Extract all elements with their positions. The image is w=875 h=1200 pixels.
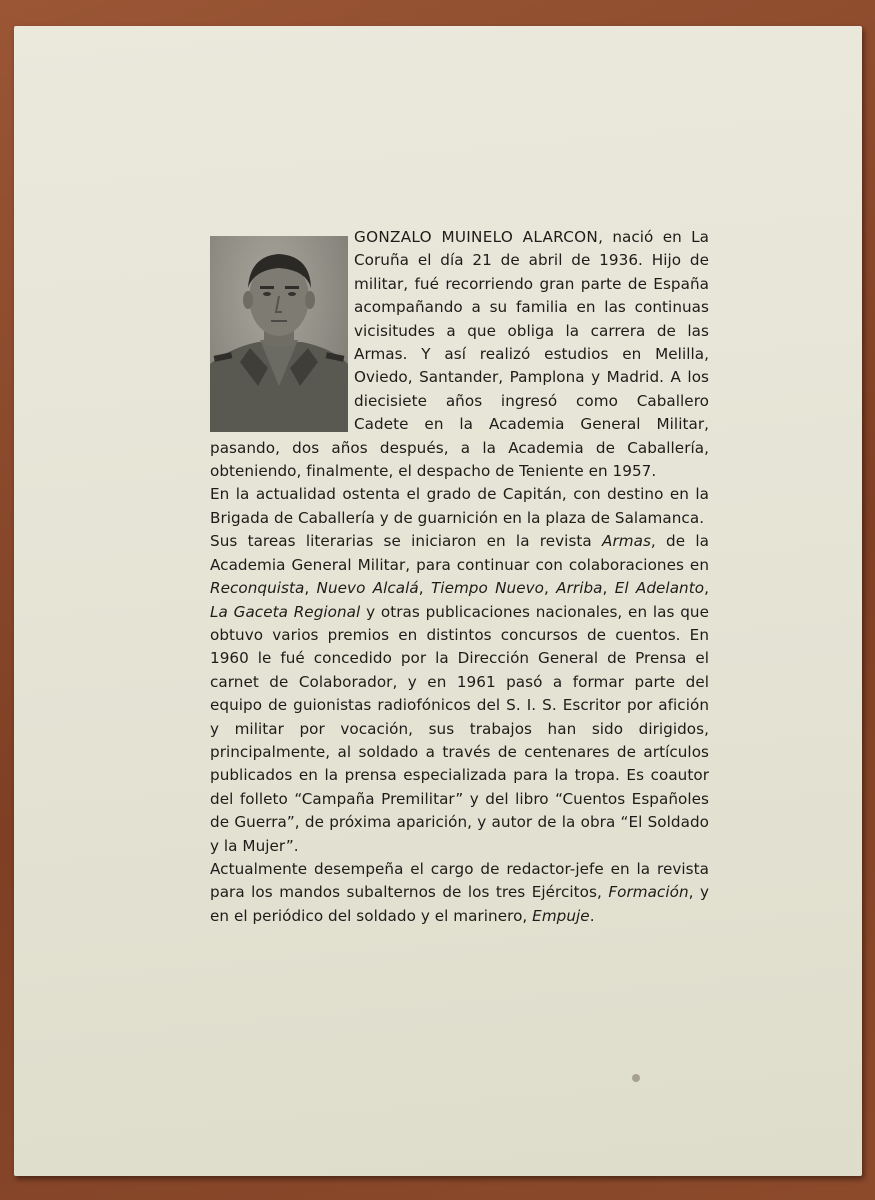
paper-blemish [632, 1074, 640, 1082]
text-run: . [589, 906, 595, 925]
text-run: , [418, 579, 431, 598]
text-run: , [704, 579, 709, 598]
author-portrait-photo [210, 236, 348, 432]
text-run: Sus tareas literarias se iniciaron en la revista [210, 532, 603, 551]
text-run: Actualmente desempeña el cargo de redactor-jefe en la revista para los mandos subalternos de los tres Ejércitos, [210, 859, 709, 902]
publication-title: Arriba [556, 579, 603, 598]
text-run: , y en el periódico del soldado y el marinero, [210, 883, 710, 925]
publication-title: Nuevo Alcalá [316, 579, 419, 598]
book-back-cover [14, 26, 862, 1176]
text-run: , [304, 579, 317, 598]
publication-title: Reconquista [210, 579, 305, 598]
author-biography [210, 226, 709, 928]
bio-paragraph-3 [210, 530, 709, 858]
publication-title: El Adelanto [614, 579, 705, 598]
publication-title: Armas [602, 532, 651, 551]
publication-title: Formación [608, 883, 689, 902]
publication-title: Tiempo Nuevo [430, 579, 544, 598]
text-run: , [544, 579, 557, 598]
bio-paragraph-2: En la actualidad ostenta el grado de Capitán, con destino en la Brigada de Caballería y de guarnición en la plaza de Salamanca. [210, 485, 709, 527]
bio-paragraph-1-text: , nació en La Coruña el día 21 de abril de 1936. Hijo de militar, fué recorriendo gran parte de España acompañando a su familia en las continuas vicisitudes a que obliga la carrera de las Armas. Y así realizó estudios en Melilla, Oviedo, Santander, Pamplona y Madrid. A los diecisiete años ingresó como Caballero Cadete en la Academia General Militar, pasando, dos años después, a la Academia de Caballería, obteniendo, finalmente, el despacho de Teniente en 1957. [210, 228, 709, 481]
publication-title: Empuje [532, 906, 590, 925]
text-run: , [602, 579, 615, 598]
publication-title: La Gaceta Regional [210, 602, 361, 621]
text-run: , de la Academia General Militar, para continuar con colaboraciones en [210, 532, 709, 574]
author-name: GONZALO MUINELO ALARCON [354, 228, 599, 246]
text-run: y otras publicaciones nacionales, en las que obtuvo varios premios en distintos concursos de cuentos. En 1960 le fué concedido por la Dirección General de Prensa el carnet de Colaborador, y en 1961 pasó a formar parte del equipo de guionistas radiofónicos del S. I. S. Escritor por afición y militar por vocación, sus trabajos han sido dirigidos, principalmente, al soldado a través de centenares de artículos publicados en la prensa especializada para la tropa. Es coautor del folleto “Campaña Premilitar” y del libro “Cuentos Españoles de Guerra”, de próxima aparición, y autor de la obra “El Soldado y la Mujer”. [210, 602, 709, 855]
portrait-image [210, 236, 348, 432]
bio-paragraph-4 [210, 858, 709, 928]
